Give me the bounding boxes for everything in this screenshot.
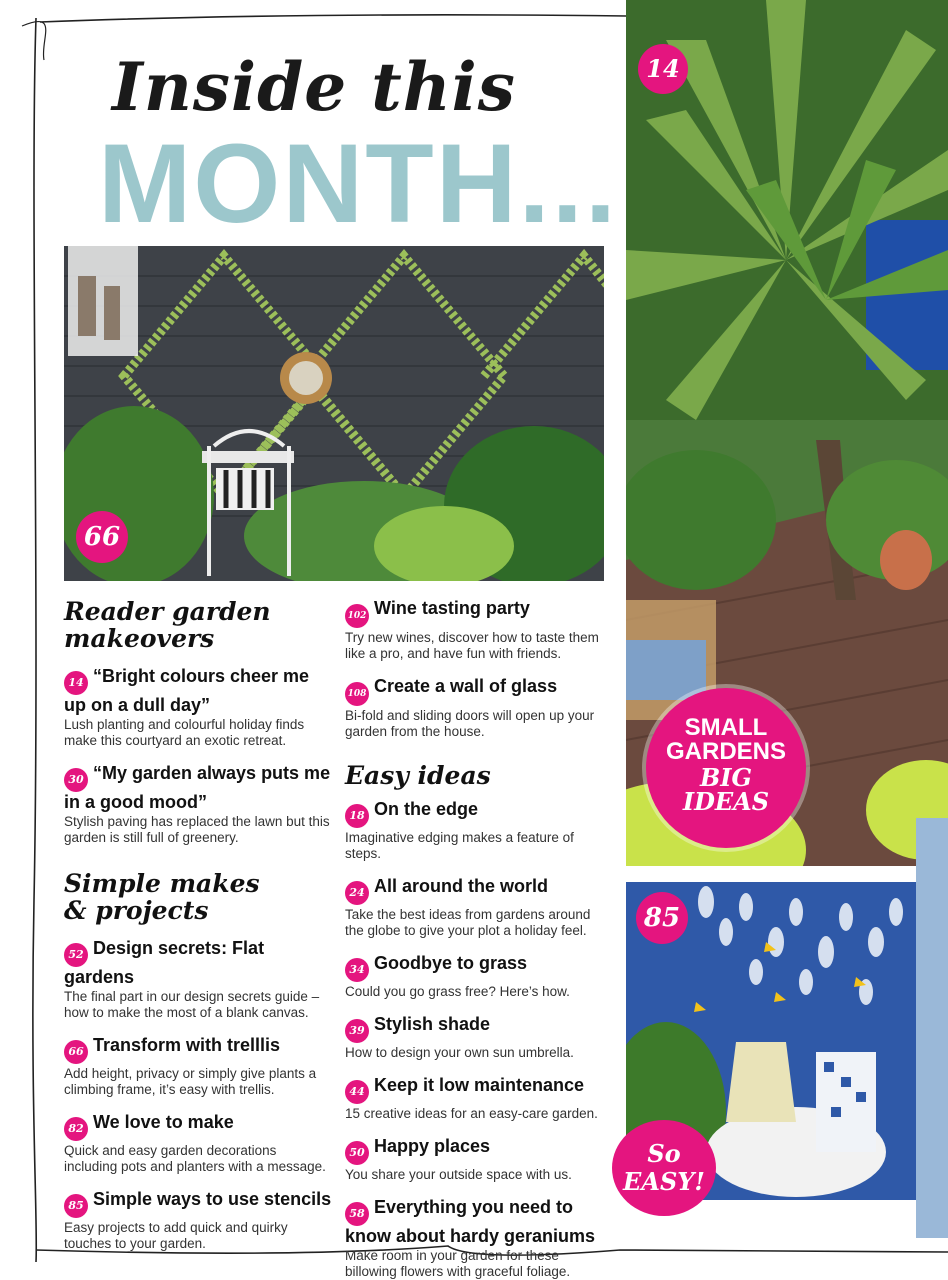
- page-number-badge: 30: [64, 768, 88, 792]
- page-badge-85[interactable]: 85: [636, 892, 688, 944]
- contents-item-14[interactable]: [64, 666, 332, 749]
- item-description: Quick and easy garden decorations including pots and planters with a message.: [64, 1143, 326, 1174]
- contents-item-44[interactable]: [345, 1075, 607, 1122]
- item-title: Create a wall of glass: [374, 676, 558, 696]
- item-title: We love to make: [93, 1112, 234, 1132]
- page-number-badge: 44: [345, 1080, 369, 1104]
- page-number-badge: 108: [345, 682, 369, 706]
- page-badge-66[interactable]: 66: [76, 511, 128, 563]
- contents-item-30[interactable]: [64, 763, 332, 846]
- item-title: Simple ways to use stencils: [93, 1189, 332, 1209]
- item-title: “Bright colours cheer me up on a dull day”: [64, 666, 310, 715]
- item-description: Imaginative edging makes a feature of steps.: [345, 830, 574, 861]
- page-title-month: MONTH...: [98, 121, 618, 246]
- item-description: The final part in our design secrets guide – how to make the most of a blank canvas.: [64, 989, 320, 1020]
- item-description: 15 creative ideas for an easy-care garden.: [345, 1106, 598, 1121]
- section-title-line: Reader garden: [64, 597, 271, 626]
- so-easy-line2: EASY!: [623, 1167, 705, 1196]
- page-number-badge: 58: [345, 1202, 369, 1226]
- page-number-badge: 66: [64, 1040, 88, 1064]
- page-number-badge: 82: [64, 1117, 88, 1141]
- contents-item-85[interactable]: [64, 1189, 332, 1252]
- contents-item-34[interactable]: [345, 953, 607, 1000]
- contents-item-18[interactable]: [345, 799, 607, 862]
- contents-item-39[interactable]: [345, 1014, 607, 1061]
- section-title-line: makeovers: [64, 624, 215, 653]
- so-easy-badge: [612, 1120, 716, 1216]
- page-number-badge: 50: [345, 1141, 369, 1165]
- item-description: Lush planting and colourful holiday finds make this courtyard an exotic retreat.: [64, 717, 305, 748]
- page-number-badge: 85: [64, 1194, 88, 1218]
- contents-item-102[interactable]: [345, 598, 607, 662]
- page-badge-14[interactable]: 14: [638, 44, 688, 94]
- item-description: You share your outside space with us.: [345, 1167, 572, 1182]
- item-description: Take the best ideas from gardens around the globe to give your plot a holiday feel.: [345, 907, 591, 938]
- item-title: “My garden always puts me in a good mood”: [64, 763, 331, 812]
- item-description: How to design your own sun umbrella.: [345, 1045, 574, 1060]
- item-description: Make room in your garden for these billowing flowers with graceful foliage.: [345, 1248, 571, 1279]
- section-title-easy-ideas: Easy ideas: [345, 761, 491, 790]
- section-title-simple-makes: [64, 870, 332, 924]
- section-title-line: Simple makes: [64, 869, 260, 898]
- right-contents-column: [345, 584, 607, 1280]
- next-photo-edge: [916, 818, 948, 1238]
- page-number-badge: 102: [345, 604, 369, 628]
- item-description: Easy projects to add quick and quirky touches to your garden.: [64, 1220, 288, 1251]
- small-gardens-badge: [646, 688, 806, 848]
- item-title: Everything you need to know about hardy geraniums: [345, 1197, 596, 1246]
- item-description: Bi-fold and sliding doors will open up your garden from the house.: [345, 708, 595, 739]
- trellis-photo: [64, 246, 604, 581]
- page-title-script: Inside this: [112, 48, 516, 126]
- contents-item-82[interactable]: [64, 1112, 332, 1175]
- contents-item-50[interactable]: [345, 1136, 607, 1183]
- item-title: Keep it low maintenance: [374, 1075, 585, 1095]
- badge-line-small: SMALL: [684, 714, 768, 741]
- item-description: Stylish paving has replaced the lawn but this garden is still full of greenery.: [64, 814, 330, 845]
- page-number-badge: 39: [345, 1019, 369, 1043]
- item-description: Could you go grass free? Here’s how.: [345, 984, 570, 999]
- item-description: Try new wines, discover how to taste them like a pro, and have fun with friends.: [345, 630, 599, 661]
- page-number-badge: 52: [64, 943, 88, 967]
- item-title: Design secrets: Flat gardens: [64, 938, 265, 987]
- contents-item-66[interactable]: [64, 1035, 332, 1098]
- badge-line-ideas: IDEAS: [682, 787, 770, 816]
- page-number-badge: 34: [345, 958, 369, 982]
- item-title: Goodbye to grass: [374, 953, 528, 973]
- item-title: Transform with trelllis: [93, 1035, 281, 1055]
- contents-item-24[interactable]: [345, 876, 607, 939]
- badge-line-big: BIG: [699, 763, 752, 792]
- item-title: Happy places: [374, 1136, 491, 1156]
- page-number-badge: 24: [345, 881, 369, 905]
- item-title: Wine tasting party: [374, 598, 530, 618]
- section-title-reader-makeovers: [64, 598, 332, 652]
- item-title: All around the world: [374, 876, 548, 896]
- page-number-badge: 18: [345, 804, 369, 828]
- page-number-badge: 14: [64, 671, 88, 695]
- badge-line-gardens: GARDENS: [665, 738, 786, 765]
- contents-item-52[interactable]: [64, 938, 332, 1021]
- contents-item-58[interactable]: [345, 1197, 607, 1280]
- so-easy-line1: So: [647, 1139, 681, 1168]
- left-contents-column: [64, 598, 332, 1252]
- contents-item-108[interactable]: [345, 676, 607, 740]
- item-description: Add height, privacy or simply give plants a climbing frame, it’s easy with trellis.: [64, 1066, 317, 1097]
- item-title: On the edge: [374, 799, 479, 819]
- item-title: Stylish shade: [374, 1014, 491, 1034]
- section-title-line: & projects: [64, 896, 209, 925]
